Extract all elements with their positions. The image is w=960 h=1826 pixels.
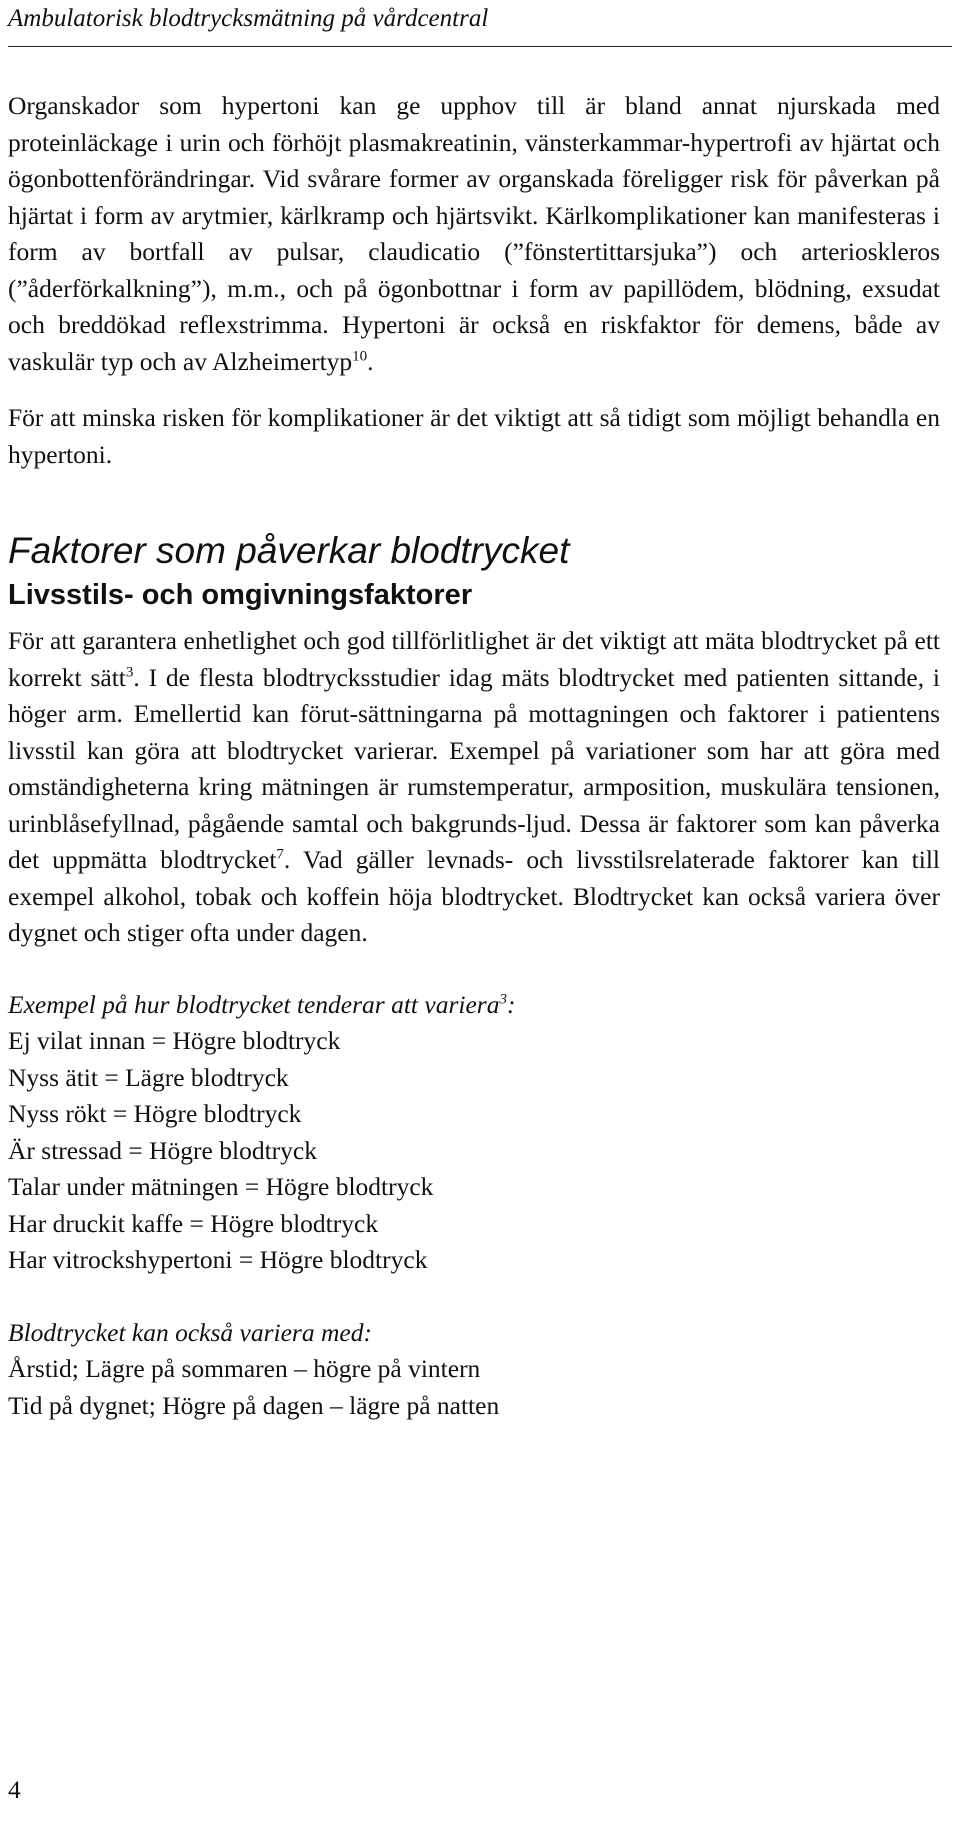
list-item: Talar under mätningen = Högre blodtryck xyxy=(8,1172,434,1201)
list-item: Årstid; Lägre på sommaren – högre på vintern xyxy=(8,1354,481,1383)
list-item: Är stressad = Högre blodtryck xyxy=(8,1135,317,1165)
examples-heading xyxy=(8,987,940,1024)
intro-paragraph-2: För att minska risken för komplikationer är det viktigt att så tidigt som möjligt behandla en hypertoni. xyxy=(8,403,940,469)
list-item: Ej vilat innan = Högre blodtryck xyxy=(8,1026,341,1055)
section-title: Faktorer som påverkar blodtrycket xyxy=(8,530,570,571)
intro-paragraph-1-end: . xyxy=(367,346,374,376)
examples-heading-end: : xyxy=(506,989,516,1019)
page-content xyxy=(8,88,940,1424)
reference-3: 3 xyxy=(125,664,134,680)
intro-paragraph-1 xyxy=(8,88,940,380)
variations-heading: Blodtrycket kan också variera med: xyxy=(8,1317,372,1347)
list-item: Nyss rökt = Högre blodtryck xyxy=(8,1099,302,1128)
examples-list xyxy=(8,1023,940,1279)
section-paragraph-c: . Vad gäller levnads- och livsstilsrelaterade faktorer kan till exempel alkohol, tobak och koffein höja blodtrycket. Blodtrycket kan också variera över dygnet och stiger ofta under dagen. xyxy=(8,845,940,947)
section-subtitle: Livsstils- och omgivningsfaktorer xyxy=(8,579,473,611)
page-number: 4 xyxy=(8,1775,21,1804)
section-paragraph xyxy=(8,623,940,952)
running-header-title: Ambulatorisk blodtrycksmätning på vårdcentral xyxy=(8,5,489,32)
list-item: Nyss ätit = Lägre blodtryck xyxy=(8,1062,289,1092)
section-paragraph-a: För att garantera enhetlighet och god tillförlitlighet är det viktigt att mäta blodtrycket på ett korrekt sätt xyxy=(8,626,940,692)
list-item: Har vitrockshypertoni = Högre blodtryck xyxy=(8,1245,428,1274)
examples-heading-reference: 3 xyxy=(499,991,507,1007)
variations-list xyxy=(8,1351,940,1424)
section-paragraph-b: . I de flesta blodtrycksstudier idag mäts blodtrycket med patienten sittande, i höger arm. Emellertid kan förut-sättningarna på mottagningen och faktorer i patientens livsstil kan göra att blodtrycket varierar. Exempel på variationer som har att göra med omständigheterna kring mätningen är rumstemperatur, armposition, muskulära tensionen, urinblåsefyllnad, pågående samtal och bakgrunds-ljud. Dessa är faktorer som kan påverka det uppmätta blodtrycket xyxy=(8,662,940,874)
reference-7: 7 xyxy=(276,846,284,863)
running-header xyxy=(8,0,952,47)
reference-10: 10 xyxy=(352,348,368,364)
intro-paragraph-1-text: Organskador som hypertoni kan ge upphov till är bland annat njurskada med proteinläckage i urin och förhöjt plasmakreatinin, vänsterkammar-hypertrofi av hjärtat och ögonbottenförändringar. Vid svårare former av organskada föreligger risk för påverkan på hjärtat i form av arytmier, kärlkramp och hjärtsvikt. Kärlkomplikationer kan manifesteras i form av bortfall av pulsar, claudicatio (”fönstertittarsjuka”) och arterioskleros (”åderförkalkning”), m.m., och på ögonbottnar i form av papillödem, blödning, exsudat och breddökad reflexstrimma. Hypertoni är också en riskfaktor för demens, både av vaskulär typ och av Alzheimertyp xyxy=(8,91,940,376)
list-item: Tid på dygnet; Högre på dagen – lägre på natten xyxy=(8,1390,500,1420)
list-item: Har druckit kaffe = Högre blodtryck xyxy=(8,1208,379,1238)
examples-heading-text: Exempel på hur blodtrycket tenderar att variera xyxy=(8,989,500,1019)
